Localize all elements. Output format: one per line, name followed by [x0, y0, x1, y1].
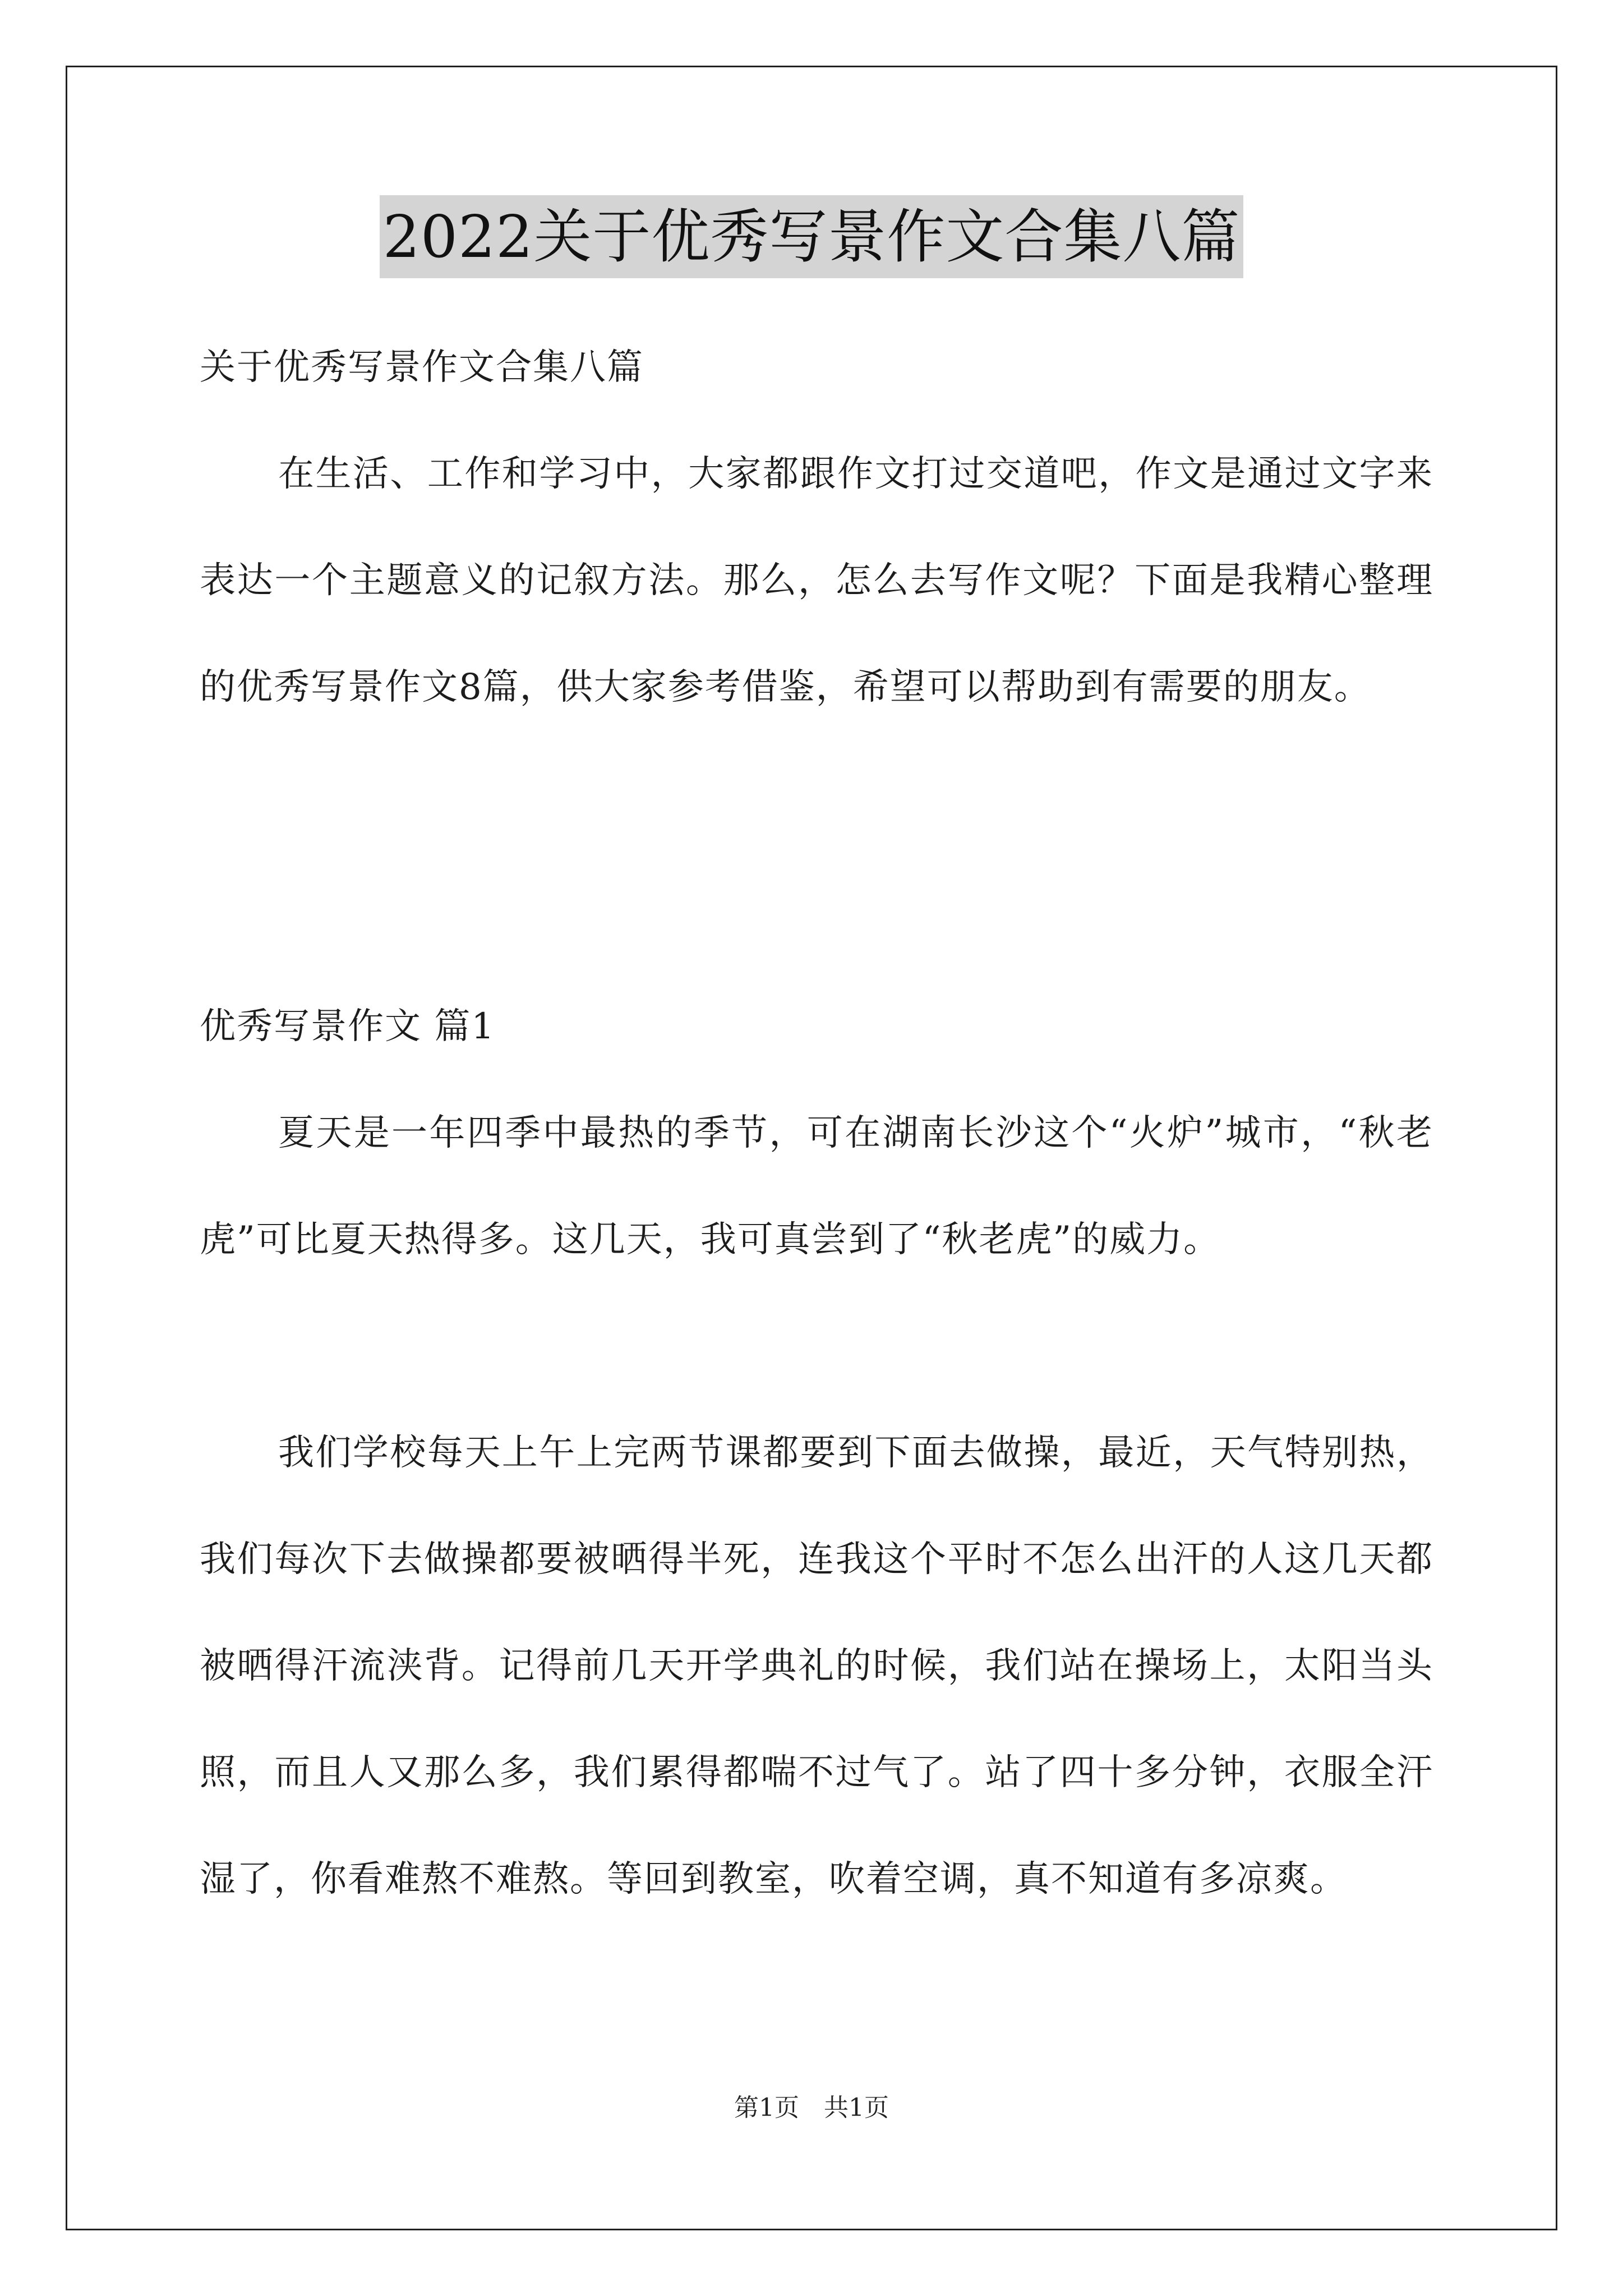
body-paragraph-2: 我们学校每天上午上完两节课都要到下面去做操，最近，天气特别热，我们每次下去做操都要被晒得半死，连我这个平时不怎么出汗的人这几天都被晒得汗流浃背。记得前几天开学典礼的时候，我们站在操场上，太阳当头照，而且人又那么多，我们累得都喘不过气了。站了四十多分钟，衣服全汗湿了，你看难熬不难熬。等回到教室，吹着空调，真不知道有多凉爽。 [200, 1432, 1433, 1900]
section-heading: 优秀写景作文 篇1 [200, 1006, 496, 1047]
page-footer [0, 2091, 1623, 2125]
intro-paragraph: 在生活、工作和学习中，大家都跟作文打过交道吧，作文是通过文字来表达一个主题意义的记叙方法。那么，怎么去写作文呢？下面是我精心整理的优秀写景作文8篇，供大家参考借鉴，希望可以帮助到有需要的朋友。 [200, 453, 1433, 708]
page-number: 第1页 共1页 [734, 2093, 889, 2122]
document-subtitle: 关于优秀写景作文合集八篇 [200, 347, 644, 388]
body-paragraph-1: 夏天是一年四季中最热的季节，可在湖南长沙这个“火炉”城市，“秋老虎”可比夏天热得多。这几天，我可真尝到了“秋老虎”的威力。 [200, 1112, 1433, 1260]
title-container [0, 195, 1623, 278]
document-title: 2022关于优秀写景作文合集八篇 [380, 195, 1244, 278]
